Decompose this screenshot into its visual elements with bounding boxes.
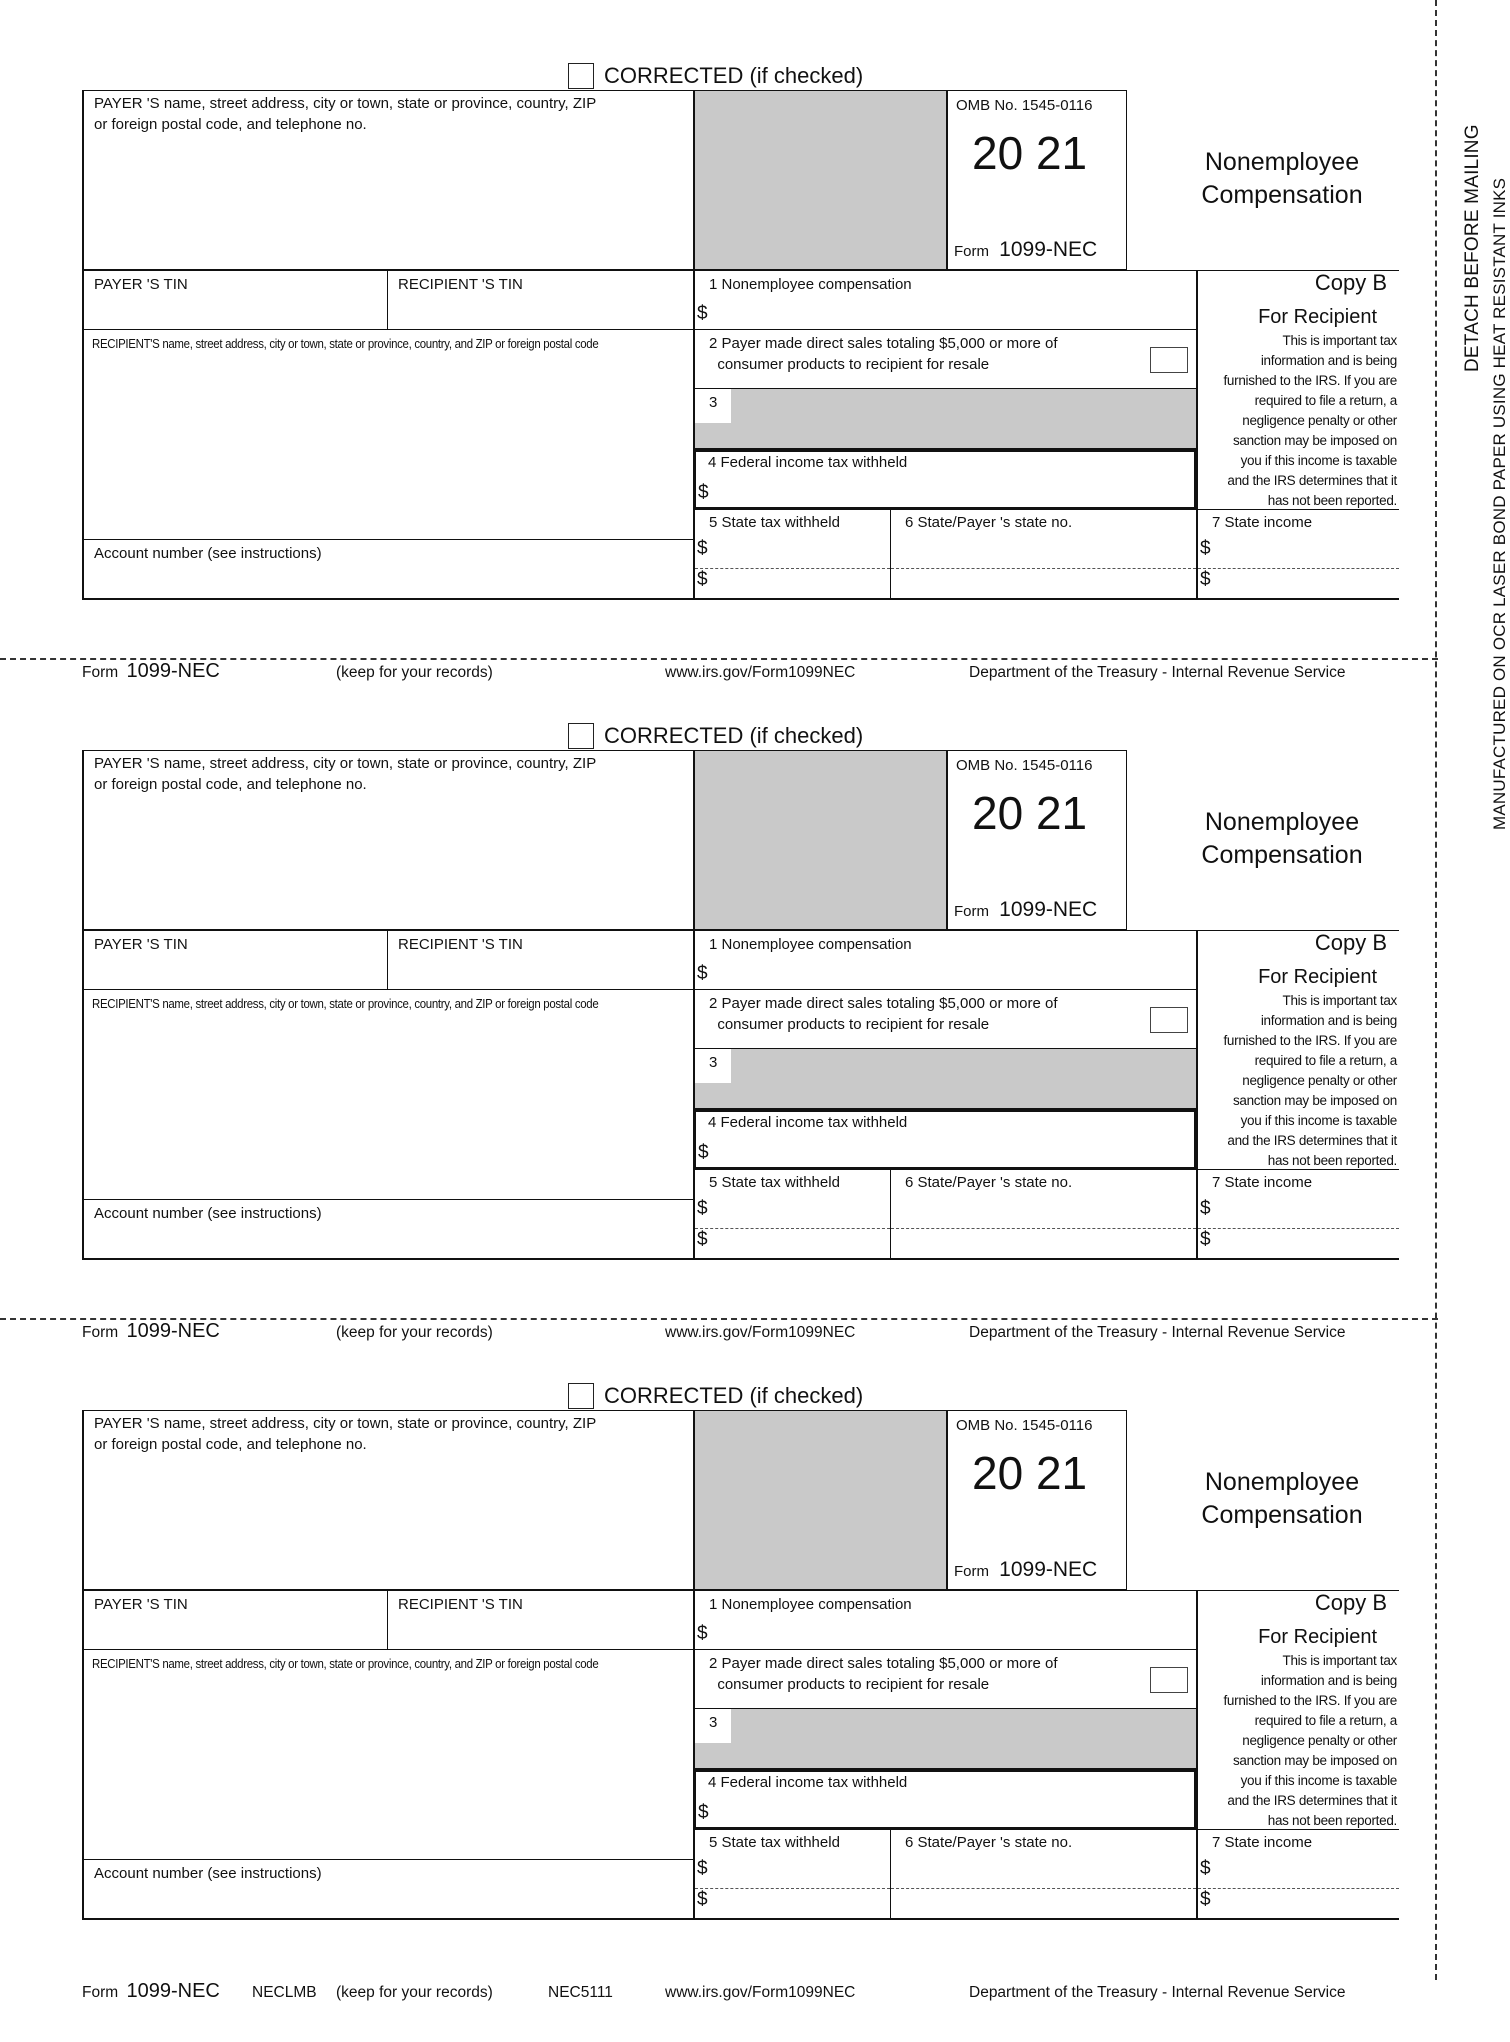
box5-divider xyxy=(695,1888,890,1889)
box1-dollar: $ xyxy=(697,303,708,324)
box5-label: 5 State tax withheld xyxy=(709,1834,840,1851)
copy-b-panel xyxy=(1197,270,1399,510)
form-1099-nec-copy xyxy=(0,1382,1440,2042)
recipient-tin-field[interactable] xyxy=(388,930,694,990)
box7-dollar-2: $ xyxy=(1200,569,1211,590)
form-number: 1099-NEC xyxy=(999,238,1098,261)
box1-dollar: $ xyxy=(697,963,708,984)
account-number-label: Account number (see instructions) xyxy=(94,545,322,562)
recipient-name-label: RECIPIENT'S name, street address, city or town, state or province, country, and ZIP or foreign postal code xyxy=(92,336,599,351)
recipient-name-field[interactable] xyxy=(82,990,694,1200)
payer-tin-label: PAYER 'S TIN xyxy=(94,1596,188,1613)
box7-divider xyxy=(1198,568,1399,569)
box3-reserved xyxy=(694,389,1197,449)
box6-divider xyxy=(891,1888,1196,1889)
box5-state-tax[interactable] xyxy=(694,1830,891,1920)
payer-tin-field[interactable] xyxy=(82,930,388,990)
box3-label: 3 xyxy=(695,1709,731,1743)
tax-year: 20 21 xyxy=(972,787,1088,839)
recipient-tin-field[interactable] xyxy=(388,270,694,330)
box4-label: 4 Federal income tax withheld xyxy=(708,1114,908,1131)
box2-checkbox[interactable] xyxy=(1150,347,1188,373)
payer-tin-field[interactable] xyxy=(82,1590,388,1650)
form-title: Nonemployee Compensation xyxy=(1201,808,1363,869)
footer-url[interactable]: www.irs.gov/Form1099NEC xyxy=(665,1324,856,1341)
box2-label: 2 Payer made direct sales totaling $5,000 or more of consumer products to recipient for resale xyxy=(709,335,1058,373)
recipient-name-field[interactable] xyxy=(82,330,694,540)
account-number-label: Account number (see instructions) xyxy=(94,1865,322,1882)
recipient-tin-label: RECIPIENT 'S TIN xyxy=(398,1596,523,1613)
box7-dollar-1: $ xyxy=(1200,538,1211,559)
corrected-label: CORRECTED (if checked) xyxy=(604,723,864,748)
omb-year-box xyxy=(947,1410,1127,1590)
box5-divider xyxy=(695,568,890,569)
corrected-checkbox-row xyxy=(568,1382,863,1410)
box1-label: 1 Nonemployee compensation xyxy=(709,276,912,293)
footer-form-id xyxy=(82,660,220,683)
recipient-name-label: RECIPIENT'S name, street address, city or town, state or province, country, and ZIP or foreign postal code xyxy=(92,1656,599,1671)
payer-name-field[interactable] xyxy=(82,1410,694,1590)
box7-divider xyxy=(1198,1228,1399,1229)
copy-b-label: Copy B xyxy=(1314,270,1387,295)
box7-dollar-2: $ xyxy=(1200,1889,1211,1910)
box6-divider xyxy=(891,1228,1196,1229)
form-label: Form xyxy=(954,243,989,260)
for-recipient-label: For Recipient xyxy=(1258,1626,1377,1648)
box5-dollar-1: $ xyxy=(697,1858,708,1879)
box7-state-income[interactable] xyxy=(1197,1170,1399,1260)
box7-divider xyxy=(1198,1888,1399,1889)
form-label: Form xyxy=(954,903,989,920)
payer-tin-field[interactable] xyxy=(82,270,388,330)
box1-nonemployee-comp[interactable] xyxy=(694,270,1197,330)
payer-name-label: PAYER 'S name, street address, city or town, state or province, country, ZIP or foreign postal code, and telephone no. xyxy=(94,755,597,793)
form-id xyxy=(954,239,1097,262)
box2-label: 2 Payer made direct sales totaling $5,000 or more of consumer products to recipient for resale xyxy=(709,995,1058,1033)
box6-state-no[interactable] xyxy=(891,1830,1197,1920)
account-number-field[interactable] xyxy=(82,1200,694,1260)
reserved-gray-box xyxy=(694,90,947,270)
form-title: Nonemployee Compensation xyxy=(1201,148,1363,209)
box6-label: 6 State/Payer 's state no. xyxy=(905,514,1073,531)
corrected-checkbox[interactable] xyxy=(568,723,594,749)
box5-dollar-2: $ xyxy=(697,1229,708,1250)
form-label: Form xyxy=(954,1563,989,1580)
footer-form-id xyxy=(82,1320,220,1343)
box1-label: 1 Nonemployee compensation xyxy=(709,1596,912,1613)
form-grid xyxy=(82,90,1399,600)
box3-reserved xyxy=(694,1049,1197,1109)
box4-label: 4 Federal income tax withheld xyxy=(708,1774,908,1791)
recipient-tin-field[interactable] xyxy=(388,1590,694,1650)
footer-form-number: 1099-NEC xyxy=(126,1320,220,1342)
box5-label: 5 State tax withheld xyxy=(709,514,840,531)
payer-name-label: PAYER 'S name, street address, city or town, state or province, country, ZIP or foreign postal code, and telephone no. xyxy=(94,1415,597,1453)
box4-federal-withheld[interactable] xyxy=(694,1109,1197,1170)
corrected-label: CORRECTED (if checked) xyxy=(604,63,864,88)
account-number-field[interactable] xyxy=(82,1860,694,1920)
omb-number: OMB No. 1545-0116 xyxy=(956,1417,1093,1434)
tax-year: 20 21 xyxy=(972,127,1088,179)
box7-label: 7 State income xyxy=(1212,514,1313,531)
box4-federal-withheld[interactable] xyxy=(694,1769,1197,1830)
box1-dollar: $ xyxy=(697,1623,708,1644)
recipient-tin-label: RECIPIENT 'S TIN xyxy=(398,936,523,953)
form-grid xyxy=(82,750,1399,1260)
footer-form-label: Form xyxy=(82,1984,119,2001)
corrected-checkbox[interactable] xyxy=(568,63,594,89)
box2-checkbox[interactable] xyxy=(1150,1667,1188,1693)
reserved-gray-box xyxy=(694,750,947,930)
box7-dollar-2: $ xyxy=(1200,1229,1211,1250)
footer-code-2: NEC5111 xyxy=(548,1984,613,2001)
recipient-tin-label: RECIPIENT 'S TIN xyxy=(398,276,523,293)
copy-b-label: Copy B xyxy=(1314,930,1387,955)
corrected-checkbox-row xyxy=(568,722,863,750)
footer-code-1: NECLMB xyxy=(252,1984,317,2001)
recipient-notice: This is important tax information and is being furnished to the IRS. If you are required to file a return, a negligence penalty or other sanction may be imposed on you if this income is taxable and the IRS determines that it has not been reported. xyxy=(1223,1653,1397,1828)
copy-b-panel xyxy=(1197,1590,1399,1830)
box2-label: 2 Payer made direct sales totaling $5,000 or more of consumer products to recipient for resale xyxy=(709,1655,1058,1693)
box5-dollar-2: $ xyxy=(697,569,708,590)
box5-state-tax[interactable] xyxy=(694,1170,891,1260)
copy-b-panel xyxy=(1197,930,1399,1170)
footer-dept: Department of the Treasury - Internal Revenue Service xyxy=(969,1984,1346,2001)
manufacturing-notice: MANUFACTURED ON OCR LASER BOND PAPER USING HEAT RESISTANT INKS xyxy=(1490,177,1509,830)
box4-label: 4 Federal income tax withheld xyxy=(708,454,908,471)
form-1099-nec-copy xyxy=(0,62,1440,722)
corrected-checkbox[interactable] xyxy=(568,1383,594,1409)
account-number-label: Account number (see instructions) xyxy=(94,1205,322,1222)
box7-label: 7 State income xyxy=(1212,1834,1313,1851)
box4-federal-withheld[interactable] xyxy=(694,449,1197,510)
box4-dollar: $ xyxy=(698,1802,709,1823)
box5-state-tax[interactable] xyxy=(694,510,891,600)
omb-number: OMB No. 1545-0116 xyxy=(956,97,1093,114)
recipient-notice: This is important tax information and is being furnished to the IRS. If you are required to file a return, a negligence penalty or other sanction may be imposed on you if this income is taxable and the IRS determines that it has not been reported. xyxy=(1223,333,1397,508)
box1-label: 1 Nonemployee compensation xyxy=(709,936,912,953)
footer-url[interactable]: www.irs.gov/Form1099NEC xyxy=(665,1984,856,2001)
for-recipient-label: For Recipient xyxy=(1258,306,1377,328)
box7-state-income[interactable] xyxy=(1197,1830,1399,1920)
box6-state-no[interactable] xyxy=(891,1170,1197,1260)
payer-name-field[interactable] xyxy=(82,750,694,930)
box7-state-income[interactable] xyxy=(1197,510,1399,600)
box5-dollar-1: $ xyxy=(697,538,708,559)
box2-direct-sales xyxy=(694,330,1197,389)
footer-form-number: 1099-NEC xyxy=(126,1980,220,2002)
payer-tin-label: PAYER 'S TIN xyxy=(94,276,188,293)
box2-checkbox[interactable] xyxy=(1150,1007,1188,1033)
payer-tin-label: PAYER 'S TIN xyxy=(94,936,188,953)
box7-dollar-1: $ xyxy=(1200,1858,1211,1879)
box4-dollar: $ xyxy=(698,482,709,503)
box2-direct-sales xyxy=(694,990,1197,1049)
payer-name-label: PAYER 'S name, street address, city or town, state or province, country, ZIP or foreign postal code, and telephone no. xyxy=(94,95,597,133)
corrected-label: CORRECTED (if checked) xyxy=(604,1383,864,1408)
box5-divider xyxy=(695,1228,890,1229)
box6-divider xyxy=(891,568,1196,569)
corrected-checkbox-row xyxy=(568,62,863,90)
box2-direct-sales xyxy=(694,1650,1197,1709)
tax-year: 20 21 xyxy=(972,1447,1088,1499)
form-id xyxy=(954,1559,1097,1582)
box5-dollar-1: $ xyxy=(697,1198,708,1219)
footer-form-label: Form xyxy=(82,1324,119,1341)
box4-dollar: $ xyxy=(698,1142,709,1163)
recipient-name-field[interactable] xyxy=(82,1650,694,1860)
box6-label: 6 State/Payer 's state no. xyxy=(905,1834,1073,1851)
recipient-name-label: RECIPIENT'S name, street address, city or town, state or province, country, and ZIP or foreign postal code xyxy=(92,996,599,1011)
box6-state-no[interactable] xyxy=(891,510,1197,600)
footer-keep: (keep for your records) xyxy=(336,1984,493,2001)
account-number-field[interactable] xyxy=(82,540,694,600)
footer-dept: Department of the Treasury - Internal Revenue Service xyxy=(969,1324,1346,1341)
form-grid xyxy=(82,1410,1399,1920)
footer-form-number: 1099-NEC xyxy=(126,660,220,682)
omb-year-box xyxy=(947,90,1127,270)
box1-nonemployee-comp[interactable] xyxy=(694,1590,1197,1650)
form-number: 1099-NEC xyxy=(999,898,1098,921)
box3-label: 3 xyxy=(695,1049,731,1083)
footer-keep: (keep for your records) xyxy=(336,1324,493,1341)
footer-url[interactable]: www.irs.gov/Form1099NEC xyxy=(665,664,856,681)
box7-label: 7 State income xyxy=(1212,1174,1313,1191)
box5-dollar-2: $ xyxy=(697,1889,708,1910)
form-1099-nec-copy xyxy=(0,722,1440,1382)
form-number: 1099-NEC xyxy=(999,1558,1098,1581)
box1-nonemployee-comp[interactable] xyxy=(694,930,1197,990)
for-recipient-label: For Recipient xyxy=(1258,966,1377,988)
payer-name-field[interactable] xyxy=(82,90,694,270)
footer-dept: Department of the Treasury - Internal Revenue Service xyxy=(969,664,1346,681)
footer-form-label: Form xyxy=(82,664,119,681)
recipient-notice: This is important tax information and is being furnished to the IRS. If you are required to file a return, a negligence penalty or other sanction may be imposed on you if this income is taxable and the IRS determines that it has not been reported. xyxy=(1223,993,1397,1168)
footer-keep: (keep for your records) xyxy=(336,664,493,681)
copy-b-label: Copy B xyxy=(1314,1590,1387,1615)
box5-label: 5 State tax withheld xyxy=(709,1174,840,1191)
form-id xyxy=(954,899,1097,922)
detach-notice: DETACH BEFORE MAILING xyxy=(1462,124,1483,372)
omb-number: OMB No. 1545-0116 xyxy=(956,757,1093,774)
box7-dollar-1: $ xyxy=(1200,1198,1211,1219)
reserved-gray-box xyxy=(694,1410,947,1590)
box3-label: 3 xyxy=(695,389,731,423)
box3-reserved xyxy=(694,1709,1197,1769)
footer-form-id xyxy=(82,1980,220,2003)
box6-label: 6 State/Payer 's state no. xyxy=(905,1174,1073,1191)
form-title: Nonemployee Compensation xyxy=(1201,1468,1363,1529)
omb-year-box xyxy=(947,750,1127,930)
